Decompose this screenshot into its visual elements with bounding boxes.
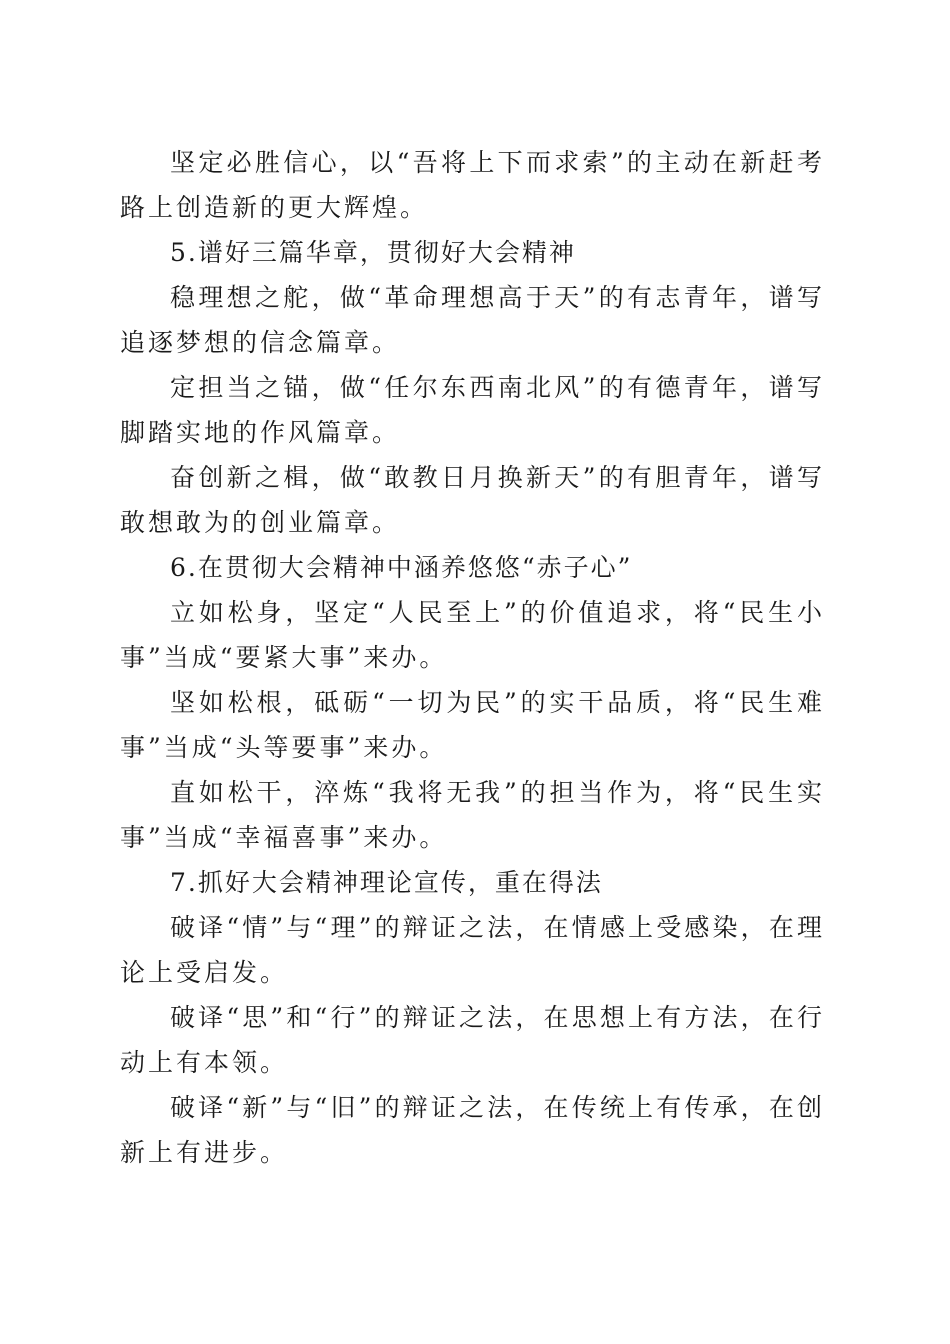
paragraph: 破译“情”与“理”的辩证之法，在情感上受感染，在理论上受启发。 [120, 913, 825, 987]
section-heading: 5.谱好三篇华章，贯彻好大会精神 [170, 238, 576, 267]
paragraph: 立如松身，坚定“人民至上”的价值追求，将“民生小事”当成“要紧大事”来办。 [120, 598, 825, 672]
paragraph: 破译“新”与“旧”的辩证之法，在传统上有传承，在创新上有进步。 [120, 1093, 825, 1167]
paragraph: 坚定必胜信心，以“吾将上下而求索”的主动在新赶考路上创造新的更大辉煌。 [120, 148, 825, 222]
section-heading: 7.抓好大会精神理论宣传，重在得法 [170, 868, 603, 897]
paragraph: 奋创新之楫，做“敢教日月换新天”的有胆青年，谱写敢想敢为的创业篇章。 [120, 463, 825, 537]
section-heading: 6.在贯彻大会精神中涵养悠悠“赤子心” [170, 553, 633, 582]
paragraph: 定担当之锚，做“任尔东西南北风”的有德青年，谱写脚踏实地的作风篇章。 [120, 373, 825, 447]
paragraph: 坚如松根，砥砺“一切为民”的实干品质，将“民生难事”当成“头等要事”来办。 [120, 688, 825, 762]
document-body [120, 140, 825, 1175]
paragraph: 破译“思”和“行”的辩证之法，在思想上有方法，在行动上有本领。 [120, 1003, 825, 1077]
paragraph: 直如松干，淬炼“我将无我”的担当作为，将“民生实事”当成“幸福喜事”来办。 [120, 778, 825, 852]
paragraph: 稳理想之舵，做“革命理想高于天”的有志青年，谱写追逐梦想的信念篇章。 [120, 283, 825, 357]
